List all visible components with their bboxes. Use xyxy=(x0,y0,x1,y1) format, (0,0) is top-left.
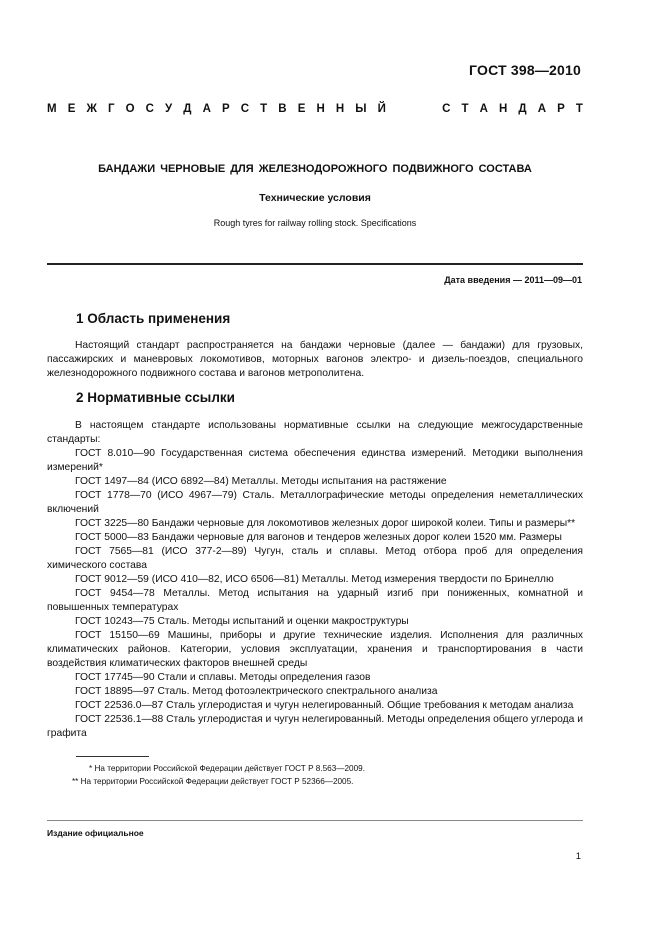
introduction-date: Дата введения — 2011—09—01 xyxy=(444,275,582,285)
banner-letter: Е xyxy=(67,103,76,115)
reference-item: ГОСТ 15150—69 Машины, приборы и другие технические изделия. Исполнения для различных климатических районов. Категории, условия эксплуатации, хранения и транспортирования в части воздействия климатических факторов внешней среды xyxy=(47,630,583,669)
footnote-divider xyxy=(76,756,149,757)
banner-letter: С xyxy=(240,103,250,115)
document-code: ГОСТ 398—2010 xyxy=(469,62,581,78)
banner-letter: А xyxy=(479,103,488,115)
interstate-standard-banner xyxy=(47,103,583,115)
footer-divider xyxy=(47,820,583,821)
reference-item: ГОСТ 22536.1—88 Сталь углеродистая и чугун нелегированный. Методы определения общего углерода и графита xyxy=(47,714,583,739)
section-2-heading: 2 Нормативные ссылки xyxy=(76,390,235,405)
section-1-heading: 1 Область применения xyxy=(76,311,231,326)
banner-letter: Г xyxy=(107,103,115,115)
reference-item: ГОСТ 18895—97 Сталь. Метод фотоэлектрического спектрального анализа xyxy=(75,686,438,697)
banner-letter: Н xyxy=(499,103,508,115)
reference-item: ГОСТ 10243—75 Сталь. Методы испытаний и оценки макроструктуры xyxy=(75,616,409,627)
section-1-body xyxy=(47,339,583,381)
banner-letter: Р xyxy=(221,103,230,115)
banner-letter: Ы xyxy=(355,103,367,115)
banner-letter: Т xyxy=(260,103,268,115)
banner-letter: Т xyxy=(575,103,583,115)
reference-item: ГОСТ 5000—83 Бандажи черновые для вагонов и тендеров железных дорог колеи 1520 мм. Размеры xyxy=(75,532,562,543)
banner-word-gap xyxy=(397,103,431,115)
reference-item: ГОСТ 17745—90 Стали и сплавы. Методы определения газов xyxy=(75,672,371,683)
reference-item: ГОСТ 9454—78 Металлы. Метод испытания на ударный изгиб при пониженных, комнатной и повышенных температурах xyxy=(47,588,583,613)
banner-letter: С xyxy=(145,103,154,115)
banner-letter: У xyxy=(165,103,173,115)
footnotes xyxy=(47,762,365,788)
reference-item: ГОСТ 22536.0—87 Сталь углеродистая и чугун нелегированный. Общие требования к методам анализа xyxy=(75,700,574,711)
official-edition-label: Издание официальное xyxy=(47,828,144,838)
standard-subtitle: Технические условия xyxy=(259,192,371,204)
reference-item: ГОСТ 8.010—90 Государственная система обеспечения единства измерений. Методики выполнения измерений* xyxy=(47,448,583,473)
references-intro: В настоящем стандарте использованы нормативные ссылки на следующие межгосударственные стандарты: xyxy=(47,420,583,445)
footnote-2: ** На территории Российской Федерации действует ГОСТ Р 52366—2005. xyxy=(72,777,354,786)
banner-letter: О xyxy=(125,103,135,115)
banner-letter: Д xyxy=(183,103,192,115)
standard-title: БАНДАЖИ ЧЕРНОВЫЕ ДЛЯ ЖЕЛЕЗНОДОРОЖНОГО ПОДВИЖНОГО СОСТАВА xyxy=(98,163,532,175)
banner-letter: В xyxy=(278,103,287,115)
footnote-1: * На территории Российской Федерации действует ГОСТ Р 8.563—2009. xyxy=(89,764,365,773)
reference-item: ГОСТ 7565—81 (ИСО 377-2—89) Чугун, сталь и сплавы. Метод отбора проб для определения химического состава xyxy=(47,546,583,571)
reference-item: ГОСТ 9012—59 (ИСО 410—82, ИСО 6506—81) Металлы. Метод измерения твердости по Бринеллю xyxy=(75,574,554,585)
banner-letter: А xyxy=(537,103,547,115)
banner-letter: Й xyxy=(377,103,386,115)
banner-letter: М xyxy=(47,103,57,115)
title-divider xyxy=(47,263,583,265)
banner-letter: Д xyxy=(518,103,527,115)
banner-letter: Н xyxy=(316,103,325,115)
banner-letter: Т xyxy=(461,103,469,115)
banner-letter: С xyxy=(442,103,451,115)
banner-letter: Р xyxy=(557,103,565,115)
section-2-body xyxy=(47,419,583,741)
banner-letter: Ж xyxy=(86,103,97,115)
section-1-paragraph: Настоящий стандарт распространяется на бандажи черновые (далее — бандажи) для грузовых, пассажирских и маневровых локомотивов, моторных вагонов электро- и дизель-поездов, специального железнодорожного подвижного состава и вагонов метрополитена. xyxy=(47,340,583,379)
reference-item: ГОСТ 1497—84 (ИСО 6892—84) Металлы. Методы испытания на растяжение xyxy=(75,476,447,487)
banner-letter: Н xyxy=(335,103,345,115)
page-number: 1 xyxy=(575,851,581,862)
reference-item: ГОСТ 3225—80 Бандажи черновые для локомотивов железных дорог широкой колеи. Типы и размеры** xyxy=(75,518,576,529)
banner-letter: А xyxy=(202,103,211,115)
reference-item: ГОСТ 1778—70 (ИСО 4967—79) Сталь. Металлографические методы определения неметаллических включений xyxy=(47,490,583,515)
english-title: Rough tyres for railway rolling stock. Specifications xyxy=(213,218,417,228)
banner-letter: Е xyxy=(297,103,306,115)
